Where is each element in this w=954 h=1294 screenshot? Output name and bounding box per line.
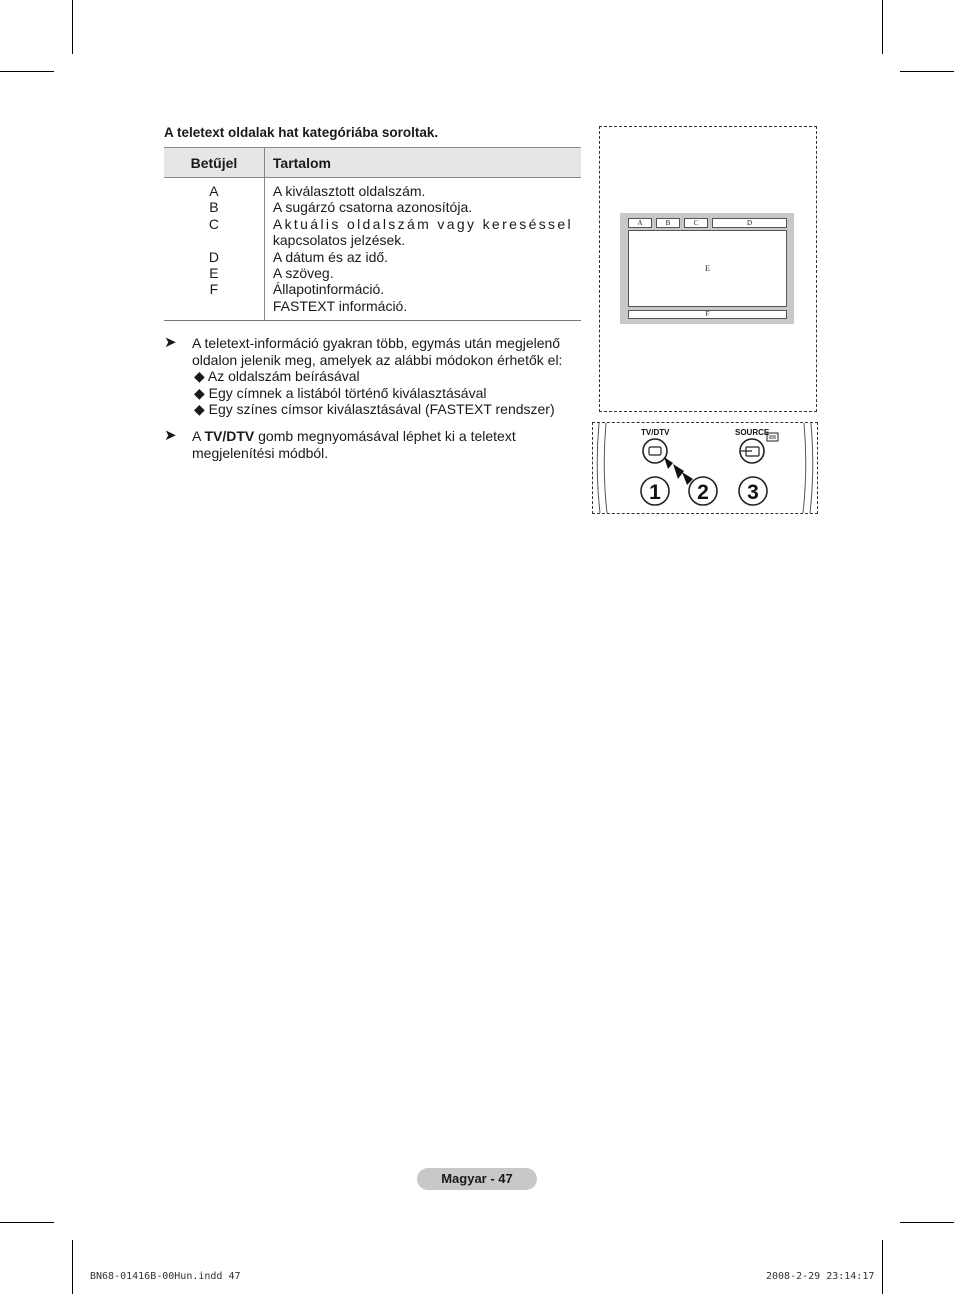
content-cell: A szöveg. — [272, 265, 334, 282]
note-teletext-pages — [164, 335, 592, 418]
letter-column — [164, 178, 264, 321]
crop-mark — [72, 0, 73, 54]
note-text: gomb megnyomásával léphet ki a teletext — [254, 428, 516, 444]
label-e: E — [705, 264, 710, 273]
table-header-row — [164, 148, 581, 178]
content-cell: A kiválasztott oldalszám. — [272, 183, 426, 199]
section-heading: A teletext oldalak hat kategóriába soroltak. — [164, 125, 439, 140]
number-1-label: 1 — [649, 481, 661, 504]
label-f-box: F — [628, 310, 787, 319]
content-cell: FASTEXT információ. — [272, 297, 408, 314]
footer-filename: BN68-01416B-00Hun.indd 47 — [90, 1271, 241, 1282]
arrow-icon: ➤ — [164, 334, 177, 351]
note-bold-text: TV/DTV — [204, 428, 255, 444]
remote-drawing — [593, 423, 817, 513]
teletext-text-area — [628, 230, 787, 307]
list-item — [192, 368, 592, 385]
letter-cell: E — [209, 265, 219, 282]
crop-mark — [900, 1222, 954, 1223]
content-cell: Aktuális oldalszám vagy kereséssel — [272, 215, 573, 232]
list-item-text: Egy színes címsor kiválasztásával (FASTEXT rendszer) — [208, 401, 555, 417]
content-column — [264, 178, 581, 321]
number-2-label: 2 — [697, 481, 709, 504]
crop-mark — [72, 1240, 73, 1294]
diamond-icon: ◆ — [194, 401, 205, 417]
pointer-arrow-icon — [664, 457, 673, 469]
source-label: SOURCE — [735, 428, 770, 437]
crop-mark — [900, 71, 954, 72]
diamond-icon: ◆ — [194, 368, 205, 384]
diamond-icon: ◆ — [194, 384, 205, 401]
list-item — [192, 385, 592, 402]
crop-mark — [0, 71, 54, 72]
column-header-letter: Betűjel — [164, 148, 264, 178]
note-line — [192, 428, 592, 445]
label-d-box: D — [712, 218, 787, 228]
crop-mark — [882, 1240, 883, 1294]
note-exit-teletext — [164, 428, 592, 461]
footer-timestamp: 2008-2-29 23:14:17 — [766, 1271, 875, 1282]
letter-cell: A — [209, 183, 219, 199]
note-line: megjelenítési módból. — [192, 444, 329, 461]
content-cell: Állapotinformáció. — [272, 281, 385, 298]
letter-cell: C — [208, 215, 219, 232]
letter-cell — [172, 232, 256, 248]
remote-control-illustration — [592, 422, 818, 514]
note-line: oldalon jelenik meg, amelyek az alábbi módokon érhetők el: — [192, 351, 563, 368]
number-3-label: 3 — [747, 481, 759, 504]
teletext-category-table — [164, 147, 581, 321]
note-line: A teletext-információ gyakran több, egymás után megjelenő — [192, 335, 561, 351]
label-c-box: C — [684, 218, 708, 228]
note-text: A — [192, 428, 205, 444]
tvdtv-button — [643, 439, 667, 463]
label-b-box: B — [656, 218, 680, 228]
table-row — [164, 178, 581, 321]
letter-cell: B — [209, 199, 219, 216]
tv-screen-frame — [620, 213, 794, 324]
letter-cell: F — [209, 281, 219, 298]
page-number-badge: Magyar - 47 — [417, 1168, 537, 1190]
list-item-text: Egy címnek a listából történő kiválasztásával — [208, 384, 487, 401]
tvdtv-label: TV/DTV — [641, 428, 670, 437]
content-cell: A sugárzó csatorna azonosítója. — [272, 199, 473, 216]
letter-cell: D — [208, 248, 219, 265]
label-a-box: A — [628, 218, 652, 228]
content-cell: kapcsolatos jelzések. — [272, 232, 406, 249]
crop-mark — [882, 0, 883, 54]
list-item-text: Az oldalszám beírásával — [207, 368, 360, 384]
content-cell: A dátum és az idő. — [272, 248, 389, 265]
column-header-content: Tartalom — [264, 148, 581, 178]
arrow-icon: ➤ — [164, 427, 177, 444]
list-item — [192, 401, 592, 418]
crop-mark — [0, 1222, 54, 1223]
